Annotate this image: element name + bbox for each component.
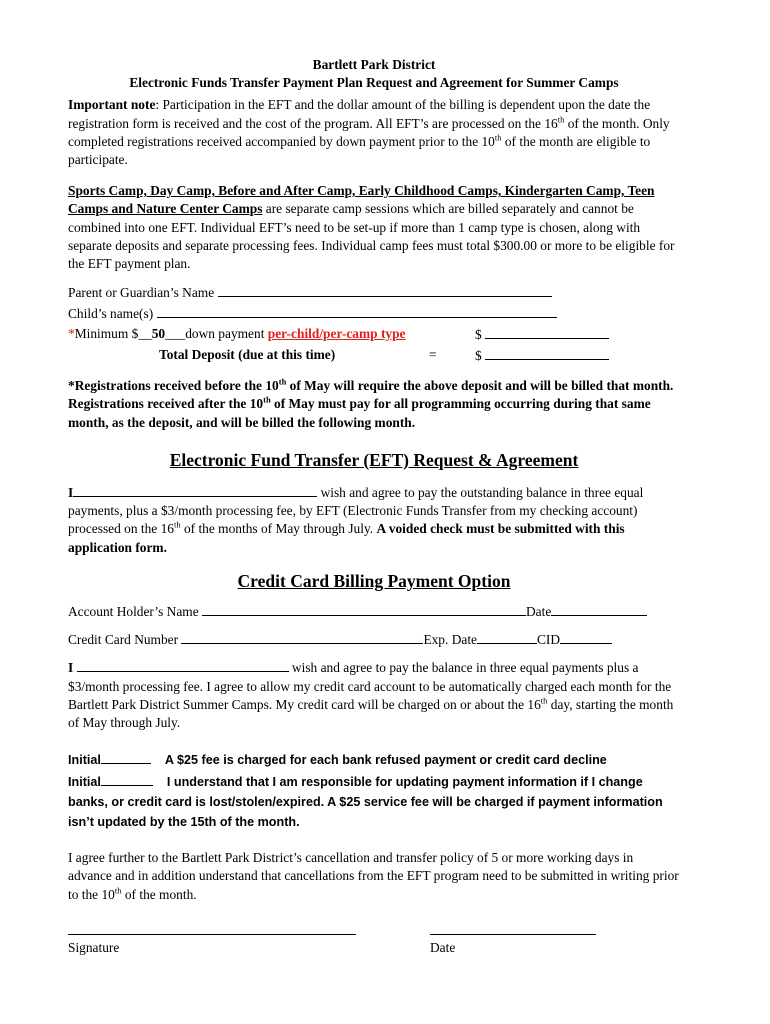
important-note: Important note: Participation in the EFT and the dollar amount of the billing is dependent upon the date the registration form is received and the cost of the program. All EFT’s are processed on the 16th of the month. Only completed registrations received accompanied by down payment prior to the 10th of the month are eligible to participate. <box>68 97 670 168</box>
initial-field-2[interactable] <box>101 773 153 786</box>
exp-date-field[interactable] <box>477 630 537 644</box>
account-date-field[interactable] <box>551 602 647 616</box>
minimum-amount: 50 <box>151 326 166 342</box>
total-deposit-field[interactable] <box>485 346 609 360</box>
org-name: Bartlett Park District <box>312 57 436 72</box>
signature-label: Signature <box>68 940 120 955</box>
initial-row-2: Initial I understand that I am responsible for updating payment information if I change banks, or credit card is lost/stolen/expired. A $25 service fee will be charged if payment information isn’t updated by the 15th of the month. <box>68 775 663 830</box>
total-deposit-label: Total Deposit (due at this time) <box>159 347 336 363</box>
initial-row-1: Initial A $25 fee is charged for each bank refused payment or credit card decline <box>68 753 607 768</box>
form-title: Electronic Funds Transfer Payment Plan Request and Agreement for Summer Camps <box>129 75 619 91</box>
camps-paragraph: Sports Camp, Day Camp, Before and After Camp, Early Childhood Camps, Kindergarten Camp, Teen Camps and Nature Center Camps are separate camp sessions which are billed separately and cannot be combined into one EFT. Individual EFT’s need to be set-up if more than 1 camp type is chosen, along with separate deposits and separate processing fees. Individual camp fees must total $300.00 or more to be eligible for the EFT payment plan. <box>68 183 675 272</box>
camps-list: Sports Camp, Day Camp, Before and After Camp, Early Childhood Camps, Kindergarten Camp, Teen Camps and Nature Center Camps <box>68 183 655 217</box>
registration-deadline-note: *Registrations received before the 10th of May will require the above deposit and will be billed that month. Registrations received after the 10th of May must pay for all programming occurring during that same month, as the deposit, and will be billed the following month. <box>68 376 674 430</box>
parent-name-row <box>68 283 552 302</box>
eft-name-field[interactable] <box>73 483 317 497</box>
signature-line[interactable] <box>68 934 356 935</box>
per-child-note: per-child/per-camp type <box>267 326 406 342</box>
registration-fields: Parent or Guardian’s Name Child’s name(s) *Minimum $__50___down payment per-child/per-camp type $ Total Deposit (due at this time) = $ <box>68 283 680 367</box>
form-page <box>68 56 680 904</box>
account-holder-field[interactable] <box>202 602 526 616</box>
parent-name-field[interactable] <box>218 283 552 297</box>
credit-card-heading: Credit Card Billing Payment Option <box>237 570 511 591</box>
important-note-label: Important note <box>68 97 156 113</box>
account-holder-row: Account Holder’s Name Date <box>68 602 680 621</box>
eft-heading: Electronic Fund Transfer (EFT) Request & Agreement <box>169 449 579 470</box>
initial-field-1[interactable] <box>101 751 151 764</box>
child-name-row <box>68 304 557 323</box>
signature-date-label: Date <box>430 940 456 955</box>
voided-check-note: A voided check must be submitted with this application form. <box>68 521 625 555</box>
credit-name-field[interactable] <box>77 658 289 672</box>
cancellation-policy: I agree further to the Bartlett Park District’s cancellation and transfer policy of 5 or more working days in advance and in addition understand that cancellations from the EFT program need to be submitted in writing prior to the 10th of the month. <box>68 850 679 902</box>
minimum-amount-row: $ <box>475 325 609 344</box>
child-name-label: Child’s name(s) <box>68 306 154 322</box>
card-number-field[interactable] <box>181 630 423 644</box>
total-deposit-row: $ <box>475 346 609 365</box>
minimum-amount-field[interactable] <box>485 325 609 339</box>
cid-field[interactable] <box>560 630 612 644</box>
child-name-field[interactable] <box>157 304 557 318</box>
parent-name-label: Parent or Guardian’s Name <box>68 285 215 301</box>
minimum-row: *Minimum $__50___down payment per-child/per-camp type <box>68 326 406 342</box>
card-number-row: Credit Card Number Exp. Date CID <box>68 630 680 649</box>
credit-card-paragraph: I wish and agree to pay the balance in three equal payments plus a $3/month processing fee. I agree to allow my credit card account to be automatically charged each month for the Bartlett Park District Summer Camps. My credit card will be charged on or about the 16th day, starting the month of May through July. <box>68 660 674 731</box>
signature-date-line[interactable] <box>430 934 596 935</box>
eft-paragraph: I wish and agree to pay the outstanding balance in three equal payments, plus a $3/month processing fee, by EFT (Electronic Funds Transfer from my checking account) processed on the 16th of the months of May through July. A voided check must be submitted with this application form. <box>68 485 644 555</box>
